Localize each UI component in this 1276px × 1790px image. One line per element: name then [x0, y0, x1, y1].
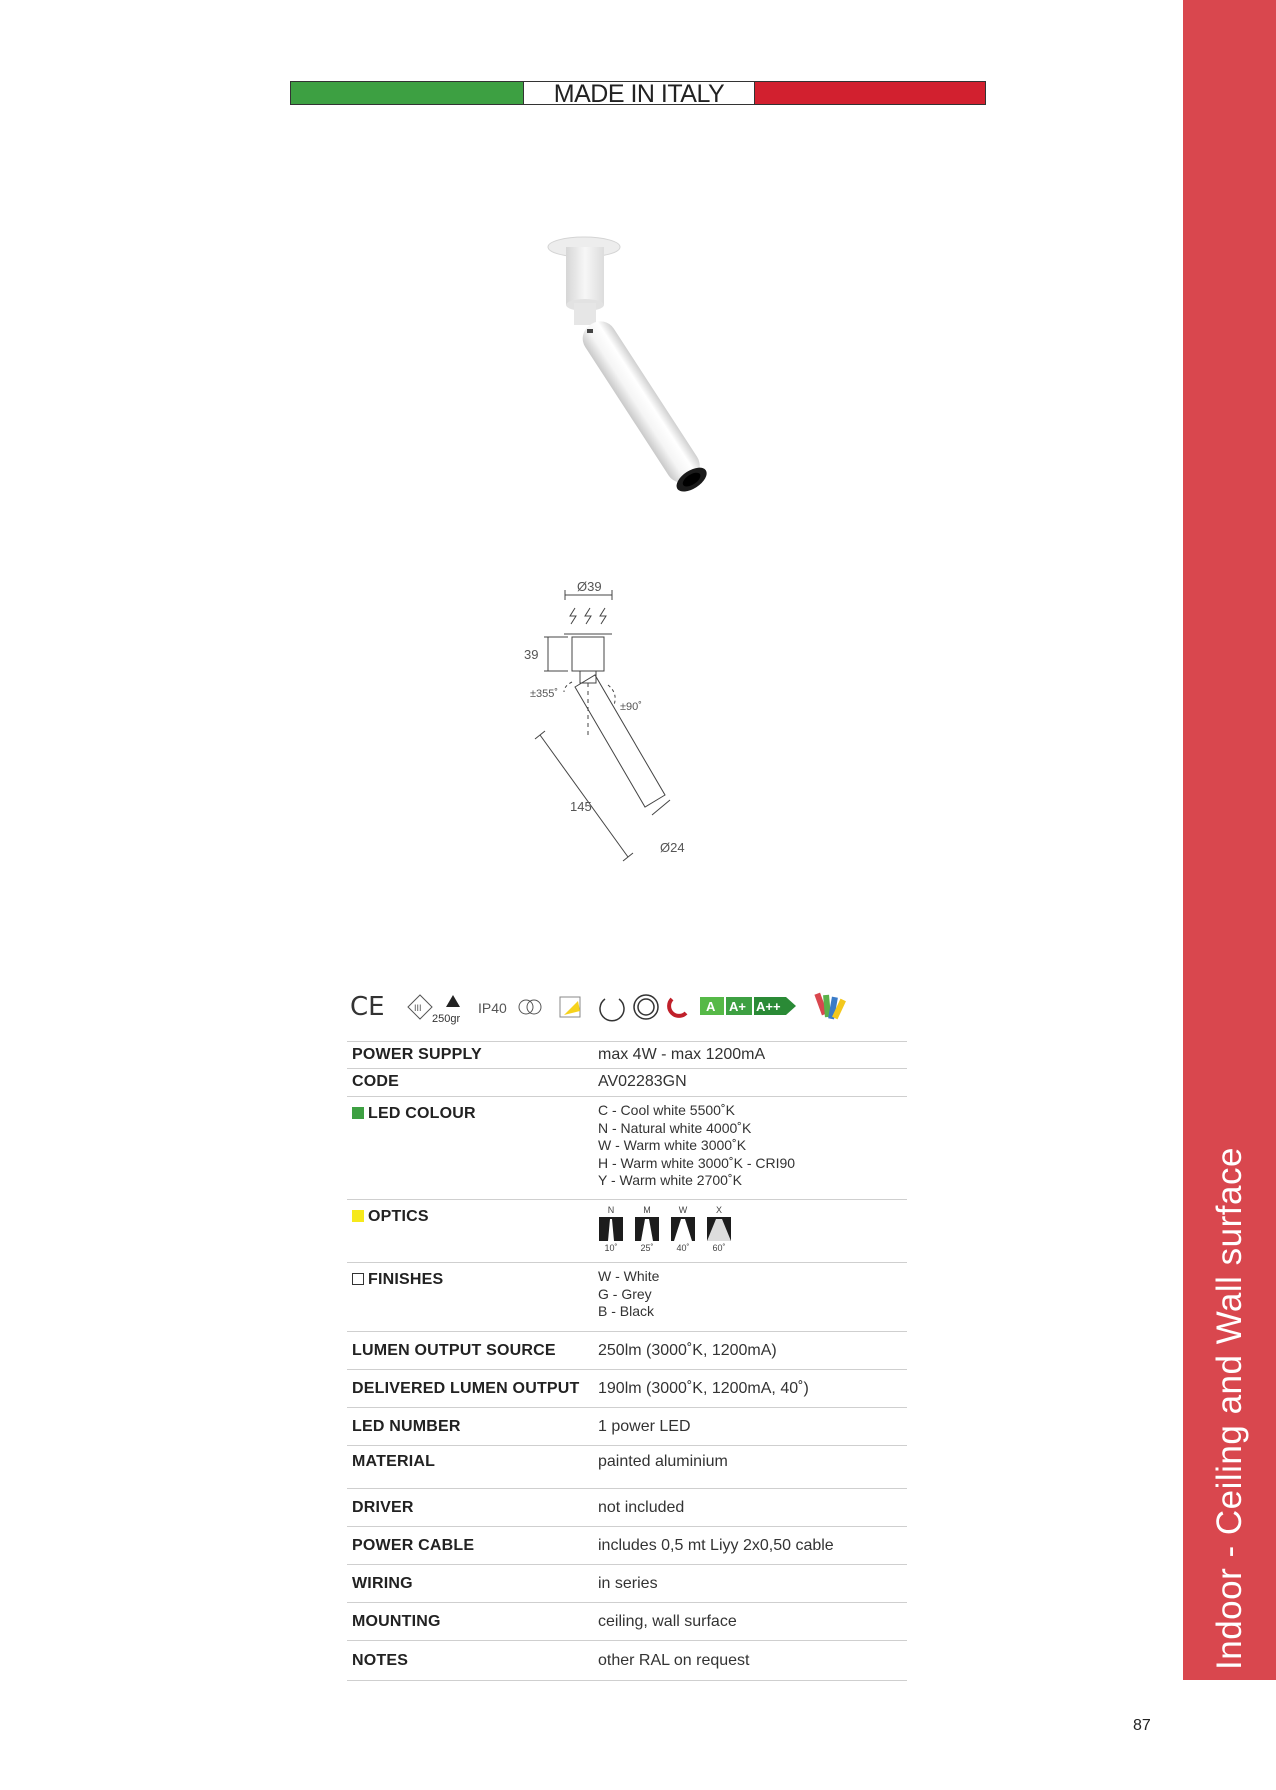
- driver-type-icon: [519, 1000, 541, 1014]
- svg-text:A+: A+: [729, 999, 746, 1014]
- spec-label: CODE: [352, 1073, 400, 1090]
- dim-diameter-top: Ø39: [577, 579, 602, 594]
- spec-value: 1 power LED: [598, 1417, 691, 1435]
- spec-row-mounting: [347, 1603, 907, 1641]
- spec-row-lumen-output-source: [347, 1332, 907, 1370]
- spec-row-material: [347, 1446, 907, 1489]
- spec-row-code: [347, 1069, 907, 1097]
- spec-row-power-supply: [347, 1042, 907, 1069]
- spec-value: AV02283GN: [598, 1073, 687, 1090]
- spec-table: [347, 1041, 907, 1681]
- svg-text:A: A: [706, 999, 716, 1014]
- spec-row-led-colour: [347, 1097, 907, 1200]
- svg-text:A++: A++: [756, 999, 781, 1014]
- technical-drawing: [520, 575, 760, 875]
- optic-wide: W 40˚: [670, 1205, 696, 1253]
- spec-value: max 4W - max 1200mA: [598, 1046, 766, 1063]
- spec-value: 250lm (3000˚K, 1200mA): [598, 1341, 777, 1359]
- rotation-icon: [600, 999, 624, 1021]
- optic-narrow: N 10˚: [598, 1205, 624, 1253]
- beam-60-icon: [707, 1217, 731, 1241]
- spec-label: NOTES: [352, 1651, 409, 1669]
- green-square-icon: [352, 1107, 364, 1119]
- spec-value: includes 0,5 mt Liyy 2x0,50 cable: [598, 1536, 834, 1554]
- class-iii-icon: [408, 995, 432, 1019]
- dim-rotation: ±355˚: [530, 688, 559, 700]
- spec-value: painted aluminium: [598, 1453, 728, 1470]
- optic-extra-wide: X 60˚: [706, 1205, 732, 1253]
- spec-row-optics: [347, 1200, 907, 1263]
- flag-green: [291, 82, 523, 104]
- spec-label: MOUNTING: [352, 1612, 441, 1630]
- dim-tilt: ±90˚: [620, 701, 642, 713]
- energy-class-icon: [700, 997, 796, 1015]
- dim-diameter-tube: Ø24: [660, 840, 685, 855]
- spec-value: in series: [598, 1574, 658, 1592]
- made-in-italy-banner: [290, 80, 986, 108]
- spec-value: other RAL on request: [598, 1651, 750, 1669]
- spec-row-driver: [347, 1489, 907, 1527]
- page-number: 87: [1133, 1717, 1151, 1734]
- spec-row-finishes: [347, 1263, 907, 1332]
- spec-value: C - Cool white 5500˚K N - Natural white 4000˚K W - Warm white 3000˚K H - Warm white 3000˚K - CRI90 Y - Warm white 2700˚K: [598, 1102, 796, 1188]
- ip-rating-icon: IP40: [478, 1000, 507, 1016]
- spec-value: [598, 1200, 907, 1263]
- certification-icons: [350, 985, 850, 1025]
- dim-length: 145: [570, 799, 592, 814]
- spec-row-wiring: [347, 1565, 907, 1603]
- spec-label: DELIVERED LUMEN OUTPUT: [352, 1379, 580, 1397]
- spec-label: DRIVER: [352, 1498, 414, 1516]
- spec-row-delivered-lumen-output: [347, 1370, 907, 1408]
- yellow-square-icon: [352, 1210, 364, 1222]
- banner-text: MADE IN ITALY: [523, 82, 755, 104]
- colour-palette-icon: [814, 993, 846, 1020]
- weight-icon: [432, 995, 460, 1025]
- tilt-icon: [634, 995, 658, 1019]
- spec-label: POWER SUPPLY: [352, 1046, 482, 1063]
- spec-label: LED NUMBER: [352, 1417, 461, 1435]
- spec-value: not included: [598, 1498, 685, 1516]
- spec-label: POWER CABLE: [352, 1536, 475, 1554]
- spec-label: LUMEN OUTPUT SOURCE: [352, 1341, 556, 1359]
- spec-value: ceiling, wall surface: [598, 1612, 737, 1630]
- spec-label: MATERIAL: [352, 1453, 436, 1470]
- spec-row-power-cable: [347, 1527, 907, 1565]
- svg-text:250gr: 250gr: [432, 1013, 461, 1025]
- spec-label: FINISHES: [347, 1263, 598, 1332]
- flag-red: [755, 82, 985, 104]
- empty-square-icon: [352, 1273, 364, 1285]
- spec-label: LED COLOUR: [347, 1097, 598, 1200]
- installation-icon: [560, 997, 580, 1017]
- beam-10-icon: [599, 1217, 623, 1241]
- product-photo: [530, 225, 760, 515]
- spec-row-notes: [347, 1641, 907, 1681]
- magnet-icon: [669, 999, 686, 1016]
- optic-medium: M 25˚: [634, 1205, 660, 1253]
- spec-label: OPTICS: [347, 1200, 598, 1263]
- spec-value: 190lm (3000˚K, 1200mA, 40˚): [598, 1379, 809, 1397]
- beam-25-icon: [635, 1217, 659, 1241]
- spec-row-led-number: [347, 1408, 907, 1446]
- beam-40-icon: [671, 1217, 695, 1241]
- dim-height: 39: [524, 647, 539, 662]
- ce-mark-icon: CE: [350, 992, 385, 1022]
- spec-label: WIRING: [352, 1574, 413, 1592]
- svg-text:III: III: [414, 1003, 422, 1013]
- category-title: Indoor - Ceiling and Wall surface: [1210, 1147, 1249, 1670]
- spec-value: W - White G - Grey B - Black: [598, 1268, 660, 1319]
